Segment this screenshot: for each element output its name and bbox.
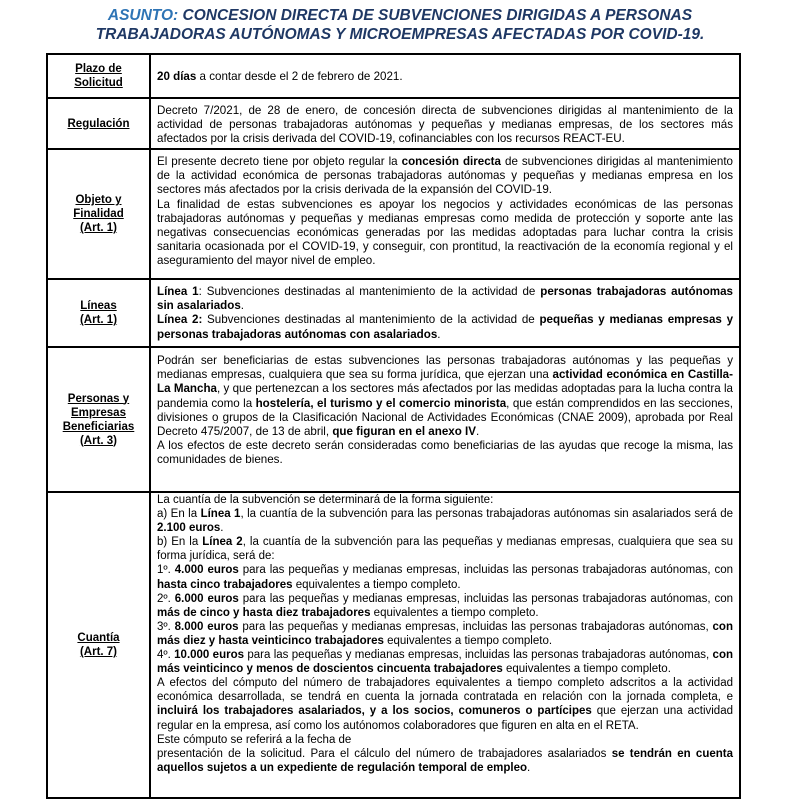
cuantia-linea-1: a) En la Línea 1, la cuantía de la subvención para las personas trabajadoras autónomas sin asalariados será de 2.100 euros.: [157, 508, 733, 535]
cuantia-erte: presentación de la solicitud. Para el cálculo del número de trabajadores asalariados se tendrán en cuenta aquellos sujetos a un expediente de regulación temporal de empleo.: [157, 747, 733, 774]
row-label-line: Finalidad: [73, 208, 124, 220]
row-label-line: Líneas: [80, 300, 117, 312]
row-plazo: [48, 55, 739, 97]
objeto-paragraph-1: El presente decreto tiene por objeto regular la concesión directa de subvenciones dirigidas al mantenimiento de la actividad económica de personas trabajadoras autónomas y pequeñas y medianas empresa en los sectores más afectados por la crisis derivada de la expansión del COVID-19.: [157, 155, 733, 197]
row-beneficiarias: [48, 346, 739, 491]
cuantia-tramo-4: 4º. 10.000 euros para las pequeñas y medianas empresas, incluidas las personas trabajadoras autónomas, con más veinticinco y menos de doscientos cincuenta trabajadores equivalentes a tiempo completo.: [157, 649, 733, 676]
row-label-beneficiarias: [48, 348, 151, 491]
cuantia-tramo-3: 3º. 8.000 euros para las pequeñas y medianas empresas, incluidas las personas trabajadoras autónomas, con más diez y hasta veinticinco trabajadores equivalentes a tiempo completo.: [157, 620, 733, 647]
row-cuantia: [48, 491, 739, 797]
row-label-line: (Art. 7): [79, 646, 118, 658]
row-label-line: Solicitud: [74, 77, 123, 89]
row-label-line: Regulación: [67, 117, 130, 130]
document-title: [0, 6, 800, 44]
linea-2: Línea 2: Subvenciones destinadas al mantenimiento de la actividad de pequeñas y medianas empresas y personas trabajadoras autónomas con asalariados.: [157, 313, 734, 341]
beneficiarias-paragraph-2: A los efectos de este decreto serán consideradas como beneficiarias de las ayudas que recoge la misma, las comunidades de bienes.: [157, 439, 733, 467]
title-label: ASUNTO:: [107, 7, 179, 24]
cuantia-tramo-2: 2º. 6.000 euros para las pequeñas y medianas empresas, incluidas las personas trabajadoras autónomas, con más de cinco y hasta diez trabajadores equivalentes a tiempo completo.: [157, 592, 733, 619]
row-label-line: Objeto y: [75, 194, 122, 206]
row-label-regulacion: [48, 99, 151, 148]
row-content-beneficiarias: [151, 348, 739, 491]
row-label-line: (Art. 3): [79, 434, 118, 447]
plazo-text: a contar desde el 2 de febrero de 2021.: [196, 69, 403, 83]
title-line-2: TRABAJADORAS AUTÓNOMAS Y MICROEMPRESAS AFECTADAS POR COVID-19.: [95, 26, 705, 43]
row-label-line: Cuantía: [77, 632, 120, 644]
linea-1: Línea 1: Subvenciones destinadas al mantenimiento de la actividad de personas trabajadoras autónomas sin asalariados.: [157, 285, 733, 313]
row-label-cuantia: [48, 493, 151, 797]
beneficiarias-paragraph-1: Podrán ser beneficiarias de estas subvenciones las personas trabajadoras autónomas y las pequeñas y medianas empresas, cualquiera que sea su forma jurídica, que ejerzan una actividad económica en Castilla-La Mancha, y que pertenezcan a los sectores más afectados por las medidas adoptadas para la lucha contra la pandemia como la hostelería, el turismo y el comercio minorista, que están comprendidos en las secciones, divisiones o grupos de la Clasificación Nacional de Actividades Económicas (CNAE 2009), aprobada por Real Decreto 475/2007, de 13 de abril, que figuran en el anexo IV.: [157, 354, 733, 439]
row-content-lineas: [151, 280, 739, 346]
row-content-regulacion: [151, 99, 739, 148]
row-content-objeto: [151, 150, 739, 278]
row-label-objeto: [48, 150, 151, 278]
cuantia-intro: La cuantía de la subvención se determinará de la forma siguiente:: [157, 494, 494, 506]
row-label-plazo: [48, 55, 151, 97]
cuantia-fecha: Este cómputo se referirá a la fecha de: [157, 733, 352, 746]
row-lineas: [48, 278, 739, 346]
plazo-days: 20 días: [157, 69, 197, 83]
summary-table: [46, 53, 741, 799]
row-content-cuantia: [151, 493, 739, 797]
row-regulacion: [48, 97, 739, 148]
row-label-line: (Art. 1): [79, 222, 118, 234]
row-label-line: (Art. 1): [79, 314, 118, 326]
cuantia-tramo-1: 1º. 4.000 euros para las pequeñas y medianas empresas, incluidas las personas trabajadoras autónomas, con hasta cinco trabajadores equivalentes a tiempo completo.: [157, 564, 733, 591]
row-objeto: [48, 148, 739, 278]
row-label-line: Beneficiarias: [62, 420, 135, 433]
cuantia-linea-2: b) En la Línea 2, la cuantía de la subvención para las pequeñas y medianas empresas, cualquiera que sea su forma jurídica, será de:: [157, 536, 733, 563]
row-label-lineas: [48, 280, 151, 346]
cuantia-computo: A efectos del cómputo del número de trabajadores equivalentes a tiempo completo adscritos a la actividad económica desarrollada, se tendrá en cuenta la jornada contratada en relación con la jornada completa, e incluirá los trabajadores asalariados, y a los socios, comuneros o partícipes que ejerzan una actividad regular en la empresa, así como los autónomos colaboradores que figuren en alta en el RETA.: [157, 677, 733, 732]
objeto-paragraph-2: La finalidad de estas subvenciones es apoyar los negocios y actividades económicas de las personas trabajadoras autónomas y pequeñas y medianas empresas como medida de protección y soporte ante las negativas consecuencias económicas generadas por las medidas adoptadas para luchar contra la crisis sanitaria ocasionada por el COVID-19, y conseguir, con prontitud, la reactivación de la economía regional y el aseguramiento del mayor nivel de empleo.: [157, 197, 733, 268]
row-label-line: Personas y: [67, 392, 130, 405]
row-label-line: Empresas: [71, 406, 126, 419]
title-line-1: CONCESION DIRECTA DE SUBVENCIONES DIRIGIDAS A PERSONAS: [182, 7, 693, 24]
regulacion-text: Decreto 7/2021, de 28 de enero, de concesión directa de subvenciones dirigidas al mantenimiento de la actividad de personas trabajadoras autónomas y pequeñas y medianas empresas, de los sectores más afectados por la crisis derivada del COVID-19, cofinanciables con los recursos REACT-EU.: [157, 104, 733, 146]
row-label-line: Plazo de: [75, 63, 122, 75]
row-content-plazo: [151, 55, 739, 97]
